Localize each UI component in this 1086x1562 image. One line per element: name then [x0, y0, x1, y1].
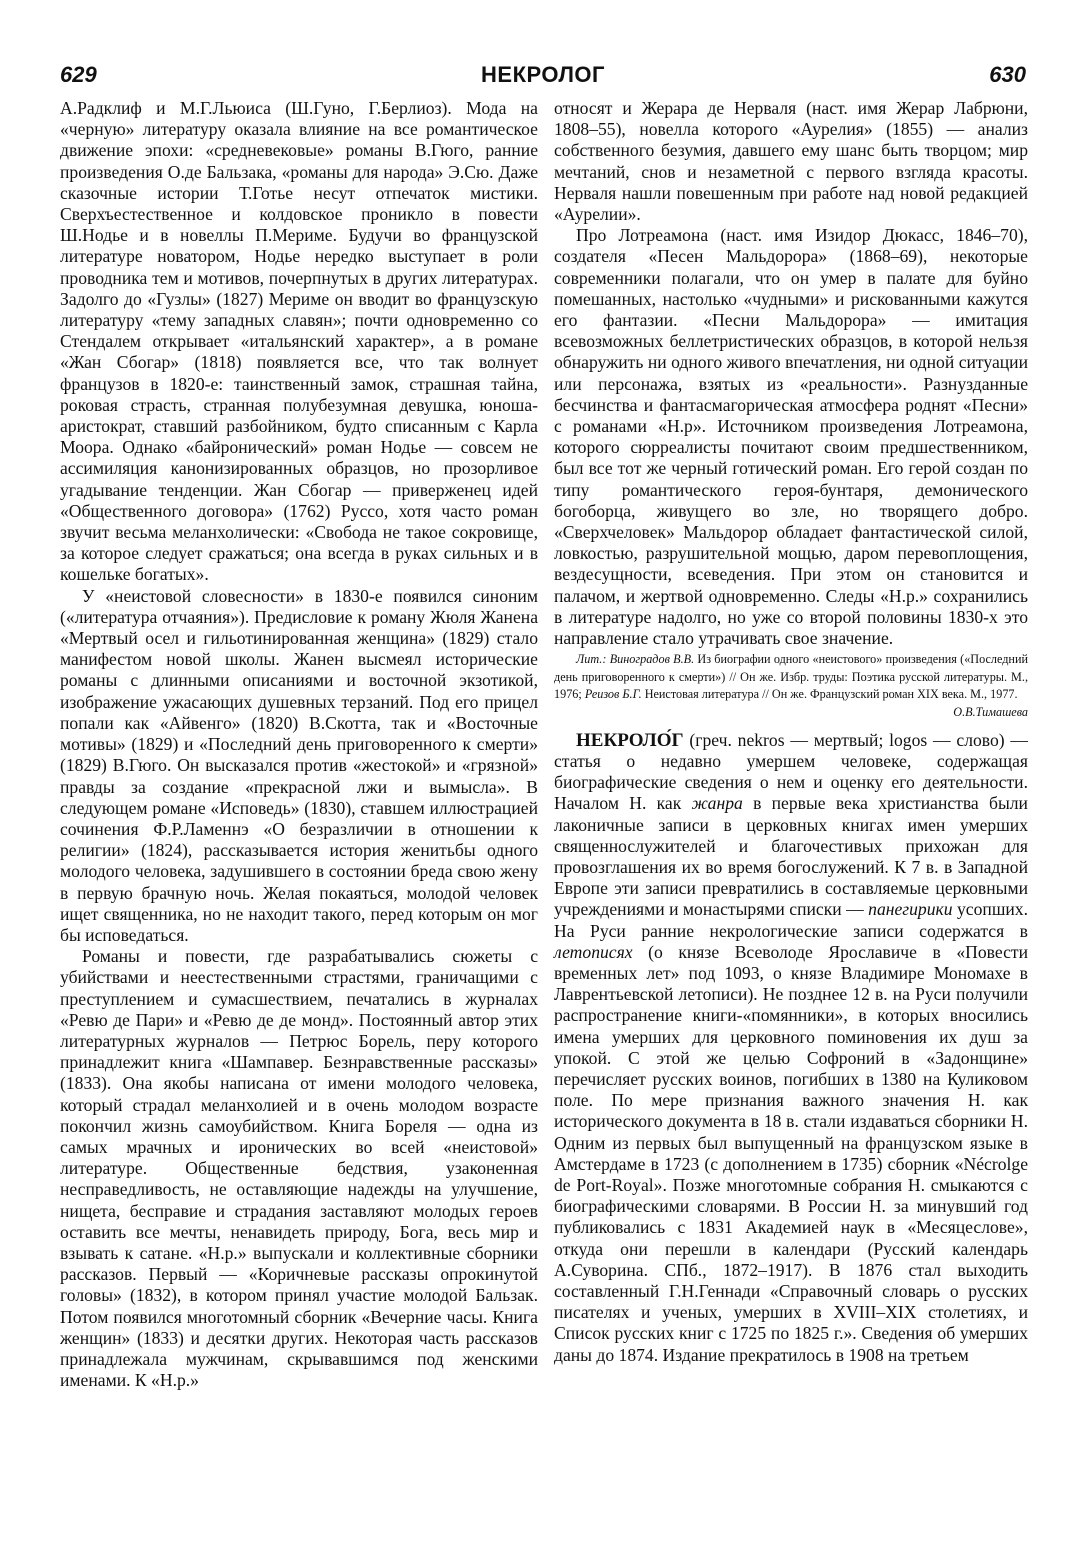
entry-text: (о князе Всеволоде Ярославиче в «Повести временных лет» под 1093, о князе Владимире Мономахе в Лаврентьевской летописи). Не позднее 12 в. на Руси получили распространение книги-«помянники», в которых вносились имена умерших для церковного поминовения их душ за упокой. С этой же целью Софроний в «Задонщине» перечисляет русских воинов, погибших в 1380 на Куликовом поле. По мере признания важного значения Н. как исторического документа в 18 в. стали издаваться сборники Н. Одним из первых был выпущенный на французском языке в Амстердаме в 1723 (с дополнением в 1735) сборник «Nécrolge de Port-Royal». Позже многотомные собрания Н. смыкаются с биографическими словарями. В России Н. за минувший год публиковались с 1831 Академией наук в «Месяцеслове», откуда они перешли в календари (Русский календарь А.Суворина. СПб., 1872–1917). В 1876 стал выходить составленный Г.Н.Геннади «Справочный словарь о русских писателях и ученых, умерших в XVIII–XIX столетиях, и Список русских книг с 1725 по 1825 г.». Сведения об умерших даны до 1874. Издание прекратилось в 1908 на третьем: [554, 941, 1028, 1365]
entry-text: усопших. На Руси ранние некрологические записи содержатся в: [554, 899, 1028, 941]
entry-headword: НЕКРОЛО́Г: [576, 729, 684, 751]
entry-paragraph: [554, 730, 1028, 1366]
page-number-left: 629: [60, 62, 97, 87]
paragraph: У «неистовой словесности» в 1830-е появился синоним («литература отчаяния»). Предисловие к роману Жюля Жанена «Мертвый осел и гильотинированная женщина» (1829) стало манифестом новой школы. Жанен высмеял исторические романы с длинными описаниями и восточной экзотикой, изображение ужасающих душевных терзаний. Под его прицел попали как «Айвенго» (1820) В.Скотта, так и «Восточные мотивы» (1829) и «Последний день приговоренного к смерти» (1829) В.Гюго. Он высказался против «жестокой» и «грязной» правды за создание «прекрасной лжи и вымысла». В следующем романе «Исповедь» (1830), ставшем иллюстрацией сочинения Ф.Р.Ламеннэ «О безразличии в отношении к религии» (1824), рассказывается история женитьбы одного молодого человека, задушившего в состоянии бреда свою жену в первую брачную ночь. Желая покаяться, молодой человек ищет священника, но не находит такого, перед которым он мог бы исповедаться.: [60, 585, 538, 945]
page-number-right: 630: [989, 62, 1026, 87]
entry-text: (греч. nekros — мертвый; logos — слово) — статья о недавно умершем человеке, содержащая биографические сведения о нем и оценку его деятельности. Началом Н. как: [554, 729, 1028, 814]
paragraph: А.Радклиф и М.Г.Льюиса (Ш.Гуно, Г.Берлиоз). Мода на «черную» литературу оказала влияние на все романтическое движение эпохи: «средневековые» романы В.Гюго, ранние произведения О.де Бальзака, «романы для народа» Э.Сю. Даже сказочные истории Т.Готье несут отпечаток мистики. Сверхъестественное и колдовское проникло в повести Ш.Нодье и в новеллы П.Мериме. Будучи во французской литературе новатором, Нодье нередко выступает в роли проводника тем и мотивов, почерпнутых в других литературах. Задолго до «Гузлы» (1827) Мериме он вводит во французскую литературу «тему западных славян»; почти одновременно со Стендалем открывает «итальянский характер», а в романе «Жан Сбогар» (1818) появляется все, что так волнует французов в 1820-е: таинственный замок, страшная тайна, роковая страсть, странная полубезумная девушка, юноша-аристократ, ставший разбойником, будто списанным с Карла Моора. Однако «байронический» роман Нодье — совсем не ассимиляция канонизированных образцов, но прозорливое угадывание тенденции. Жан Сбогар — приверженец идей «Общественного договора» (1762) Руссо, хотя часто роман звучит весьма меланхолически: «Свобода не такое сокровище, за которое следует сражаться; она всегда в руках сильных и в кошельке богатых».: [60, 98, 538, 585]
paragraph: Романы и повести, где разрабатывались сюжеты с убийствами и неестественными страстями, граничащими с преступлением и сумасшествием, печатались в журналах «Ревю де Пари» и «Ревю де де монд». Постоянный автор этих литературных журналов — Петрюс Борель, перу которого принадлежит книга «Шампавер. Безнравственные рассказы» (1833). Она якобы написана от имени молодого человека, который страдал меланхолией и в очень молодом возрасте покончил жизнь самоубийством. Книга Бореля — одна из самых мрачных и иронических во всей «неистовой» литературе. Общественные бедствия, узаконенная несправедливость, не оставляющие надежды на улучшение, нищета, бесправие и страдания заставляют молодых героев оставить все мечты, ненавидеть природу, Бога, весь мир и взывать к сатане. «Н.р.» выпускали и коллективные сборники рассказов. Первый — «Коричневые рассказы опрокинутой головы» (1832), в котором принял участие молодой Бальзак. Потом появился многотомный сборник «Вечерние часы. Книга женщин» (1833) и десятки других. Некоторая часть рассказов принадлежала мужчинам, скрывавшимся под женскими именами. К «Н.р.»: [60, 946, 538, 1391]
page-header: [60, 62, 1026, 92]
bibliography: [554, 651, 1028, 719]
entry-text: в первые века христианства были лаконичные записи в церковных книгах имен умерших священнослужителей и благочестивых прихожан для провозглашения их во время богослужений. К 7 в. в Западной Европе эти записи превратились в составляемые церковными учреждениями и монастырями списки —: [554, 793, 1028, 920]
cross-reference-term: жанра: [691, 793, 743, 814]
cross-reference-term: панегирики: [868, 899, 953, 920]
bibliography-label: Лит.:: [576, 652, 607, 667]
right-column: [554, 98, 1028, 1366]
paragraph: Про Лотреамона (наст. имя Изидор Дюкасс, 1846–70), создателя «Песен Мальдорора» (1868–69), некоторые современники полагали, что он умер в палате для буйно помешанных, настолько «чудными» и рискованными кажутся его фантазии. «Песни Мальдорора» — имитация всевозможных беллетристических образцов, в которой нельзя обнаружить ни одного живого впечатления, ни одной ситуации или персонажа, взятых из «реальности». Разнузданные бесчинства и фантасмагорическая атмосфера роднят «Песни» с романами «Н.р». Источником произведения Лотреамона, которого сюрреалисты почитают своим предшественником, был все тот же черный готический роман. Его герой создан по типу романтического героя-бунтаря, демонического богоборца, живущего во зле, но творящего добро. «Сверхчеловек» Мальдорор обладает фантастической силой, ловкостью, разрушительной мощью, даром перевоплощения, вездесущности, всеведения. При этом он становится и палачом, и жертвой одновременно. Следы «Н.р.» сохранились в литературе надолго, но уже со второй половины 1830-х это направление стало утрачивать свое значение.: [554, 225, 1028, 649]
left-column: [60, 98, 538, 1391]
bibliography-author: Виноградов В.В.: [609, 652, 695, 667]
article-signature: О.В.Тимашева: [953, 704, 1028, 719]
bibliography-author: Реизов Б.Г.: [584, 687, 642, 702]
paragraph: относят и Жерара де Нерваля (наст. имя Жерар Лабрюни, 1808–55), новелла которого «Аурелия» (1855) — анализ собственного безумия, давшего ему шанс быть творцом; мир мечтаний, снов и незаметной с первого взгляда красоты. Нерваля нашли повешенным при работе над новой редакцией «Аурелии».: [554, 98, 1028, 225]
bibliography-title: Из биографии одного «неистового» произведения («Последний день приговоренного к смерти») // Он же. Избр. труды: Поэтика русской литературы. М., 1976;: [554, 652, 1028, 702]
cross-reference-term: летописях: [554, 941, 633, 962]
running-title: НЕКРОЛОГ: [481, 62, 605, 87]
bibliography-title: Неистовая литература // Он же. Французский роман XIX века. М., 1977.: [644, 687, 1018, 702]
